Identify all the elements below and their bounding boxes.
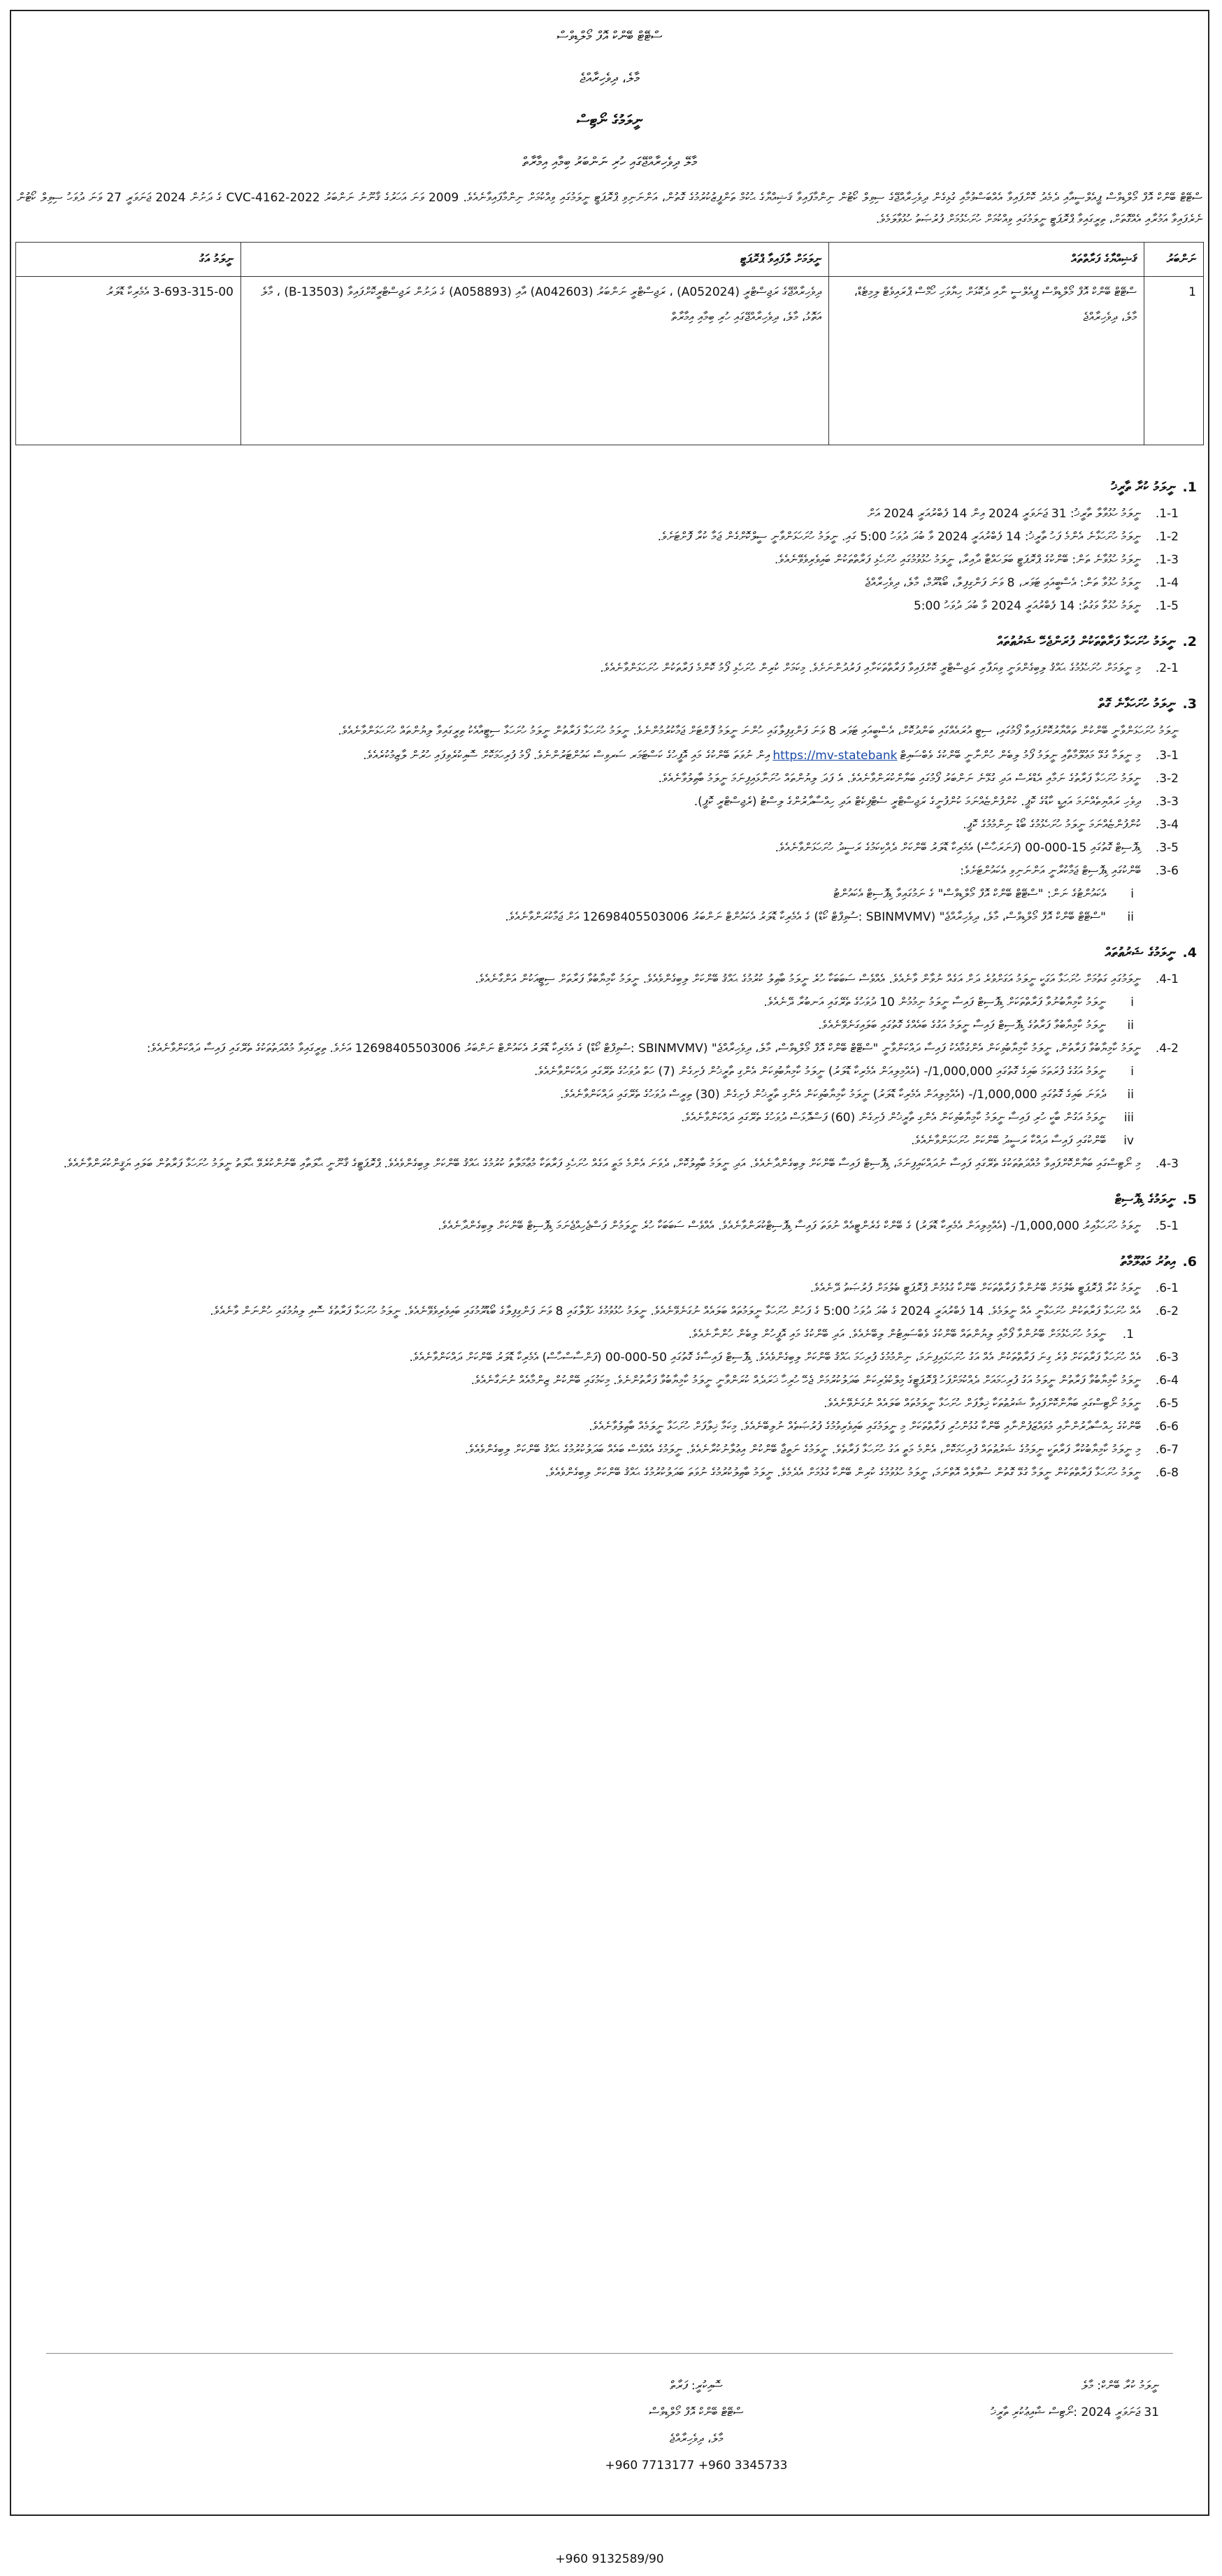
list-item (22, 861, 1197, 882)
item-number: 6-8. (1155, 1466, 1179, 1480)
section-number: 4. (1182, 945, 1197, 960)
list-item (22, 527, 1197, 547)
list-item (22, 815, 1197, 835)
item-number: 6-7. (1155, 1443, 1179, 1457)
section-heading (22, 628, 1197, 656)
list-item (22, 550, 1197, 570)
footer-date-line: 31 ޖަނަވަރީ 2024 :ނޯޓިސް ޝާއިޢުކުރި ތާރީޚު (991, 2405, 1159, 2419)
sub-item-text: ނީލަމު ކާމިޔާބުނުވާ ފަރާތްތަކަށް ޑިޕޮސިޓް ފައިސާ ނީލަމު ނިމުމުން 10 ދުވަހުގެ ތެރޭގައި އަނބުރާ ދޭނެއެވެ. (763, 995, 1106, 1009)
item-text: ނީލަމު ހުށަހަޅާއިރު 1,000,000/- (އެއްމިލިއަން އެމެރިކާ ޑޮލަރު) ގެ ބޭންކް ގެރެންޓީއެއް ނުވަތަ ފައިސާ ޑިޕޮސިޓްކުރަންވާނެއެވެ. އެއްވެސް ސަބަބަކާ ހުރެ ނީލަމުން ފަސްޖެހިއްޖެނަމަ ޑިޕޮސިޓް ބޭންކަށް ލިބިގެންދާނެއެވެ. (438, 1219, 1141, 1233)
item-text: ކުންފުންޏެއްނަމަ ނީލަމު ހުށަހެޅުމުގެ ބޯޑު ނިންމުމުގެ ކޮޕީ. (963, 818, 1141, 832)
sub-item (22, 1131, 1197, 1151)
item-text: ނީލަމު ހުށަހަޅާ ފަރާތުގެ ނަމާއި އެޑްރެސް އަދި ގުޅޭނެ ނަންބަރު ފޯމުގައި ބަޔާންކުރަންވާނެއެވެ. އެ ފަދަ ލިޔުންތައް ހުށަނާޅައިފިނަމަ ނީލަމު ބާޠިލުވާނެއެވެ. (658, 772, 1141, 786)
table-header-row (16, 243, 1204, 277)
item-text: ނީލަމު ހުޅުވާ ތަން: އެސްބީއައި ޓަވަރ، 8 ވަނަ ފަންގިފިލާ، ބޯޑުރޫމް، މާލެ، ދިވެހިރާއްޖެ (865, 576, 1141, 590)
section-number: 5. (1182, 1192, 1197, 1207)
item-number: 3-5. (1155, 841, 1179, 855)
list-item (22, 769, 1197, 789)
sub-item-text: "ސްޓޭޓް ބޭންކް އޮފް މޯލްޑިވްސް، މާލެ، ދިވެހިރާއްޖެ" (SBINMVMV :ސުވިފްޓް ކޯޑް) ގެ އެމެރިކާ ޑޮލަރު އެކައުންޓް ނަންބަރު 12698405503006 އަށް ޖަމާކުރަންވާނެއެވެ. (505, 910, 1106, 924)
section-number: 3. (1182, 696, 1197, 712)
sub-item-number: i (1130, 887, 1134, 901)
item-text: ނީލަމު ހުޅުވާ ވަގުތު: 14 ފެބްރުއަރީ 2024 ވާ ބުދަ ދުވަހު 5:00 (913, 599, 1141, 613)
sub-item (22, 884, 1197, 905)
list-item (22, 1039, 1197, 1059)
sub-item-number: ii (1127, 1019, 1134, 1032)
document-page (10, 10, 1209, 2566)
item-text: ނީލަމުގައި ގަތުމަށް ހުށަހަޅާ އަގަކީ ނީލަމު އަގަށްވުރެ ދަށް އަގެއް ނުވާން ވާނެއެވެ. އެއްވެސް ސަބަބަކާ ހުރެ ނީލަމު ބާޠިލު ކުރުމުގެ ޙައްޤު ބޭންކަށް ލިބިގެންވެއެވެ. ނީލަމު ކާމިޔާބުވާ ފަރާތަށް ސިޓީއަކުން އަންގާނެއެވެ. (475, 972, 1141, 986)
cell-price: 3-693-315-00 އެމެރިކާ ޑޮލަރު (16, 277, 241, 445)
item-number: 4-3. (1155, 1157, 1179, 1171)
notice-sections (11, 445, 1208, 1483)
item-text: ބޭންކުގެ ހިއްސާދާރުންނާއި މުވައްޒަފުންނާއި ބޭންކާ ގުޅުންހުރި ފަރާތްތަކަށް މި ނީލަމުގައި ބައިވެރިވުމުގެ ފުރުޞަތެއް ނުލިބޭނެއެވެ. މިކަމާ ޚިލާފަށް ހުށަހަޅާ ނީލަމެއް ބާޠިލުވާނެއެވެ. (589, 1420, 1141, 1434)
list-item (22, 970, 1197, 990)
item-number: 1-3. (1155, 553, 1179, 567)
cell-property: ދިވެހިރާއްޖޭގެ ރަޖިސްޓްރީ (A052024) ، ރަޖިސްޓްރީ ނަންބަރު (A042603) އާއި (A058893) ގެ ދަށުން ރަޖިސްޓްރީކޮށްފައިވާ (B-13503) ، މާލެ އަތޮޅު، މާލެ، ދިވެހިރާއްޖޭގައި ހުރި ބިމާއި އިމާރާތް (241, 277, 829, 445)
sub-item-number: i (1130, 995, 1134, 1009)
section-heading (22, 1248, 1197, 1276)
item-text: ނީލަމު ހުޅުވާނެ ތަން: ބޭންކުގެ ޕްރޮޕަޓީ ބަލަހައްޓާ ދާއިރާ، ނީލަމު ހުޅުވުމުގައި ހުށަހެޅި ފަރާތްތަކުން ބައިވެރިވެވޭނެއެވެ. (774, 553, 1141, 567)
footer-divider (46, 2353, 1173, 2354)
list-item (22, 1394, 1197, 1414)
item-number: 6-2. (1155, 1304, 1179, 1318)
item-number: 4-1. (1155, 972, 1179, 986)
item-text: ނީލަމު ކާމިޔާބުވާ ފަރާތުން ނީލަމު އަގު ފުރިހަމައަށް ދެއްކުމަށްފަހު ޕްރޮޕަޓީގެ މިލްކުވެރިކަން ބަދަލުކުރުމަށް ޖެހޭ ހުރިހާ ޚަރަދެއް ކުރަންވާނީ ނީލަމު ކާމިޔާބުވާ ފަރާތުންނެވެ. މިކަމުގައި ބޭންކުން ޒިންމާއެއް ނުނަގާނެއެވެ. (470, 1374, 1141, 1388)
list-item (22, 504, 1197, 524)
item-text: ނީލަމު ހުށަހަޅާ ފަރާތްތަކުން ނީލަމާ ގުޅޭ ގޮތުން ސުވާލެއް އޮތްނަމަ، ނީލަމު ހުޅުވުމުގެ ކުރިން ބޭންކާ ގުޅުމަށް އެދެމެވެ. ނީލަމު ބާޠިލުކުރުމުގެ ނުވަތަ ބަދަލުކުރުމުގެ ޙައްޤު ބޭންކަށް ލިބިގެންވެއެވެ. (545, 1466, 1141, 1480)
item-text: ނީލަމު ކާމިޔާބުވާ ފަރާތުން، ނީލަމު ކާމިޔާބުވިކަން އެންގުމާއެކު ފައިސާ ދައްކަންވާނީ "ސްޓޭޓް ބޭންކް އޮފް މޯލްޑިވްސް، މާލެ، ދިވެހިރާއްޖެ" (SBINMVMV :ސުވިފްޓް ކޯޑް) ގެ އެމެރިކާ ޑޮލަރު އެކައުންޓް ނަންބަރު 12698405503006 އަށެވެ. ތިރީގައިވާ މުއްދަތުތަކުގެ ތެރޭގައި ފައިސާ ދައްކަންވާނެއެވެ: (146, 1042, 1141, 1056)
list-item (22, 1371, 1197, 1391)
column-header-price: ނީލަމު އަގު (16, 243, 241, 277)
item-text-after-link: އިން ނުވަތަ ބޭންކުގެ މައި އޮފީހުގެ ކަސްޓަމަރ ސަރވިސް ކައުންޓަރުންނެވެ. ފޯމު ފުރިހަމަކޮށް ސޮއިކުރެވިފައި ހުރުން ލާޒިމުކުރެއެވެ. (363, 749, 770, 763)
sub-item (22, 1108, 1197, 1128)
sub-item-text: ނީލަމު އަގުން ބާކީ ހުރި ފައިސާ ނީލަމު ކާމިޔާބުވިކަން އެންގި ތާރީޚުން ފެށިގެން (60) ފަސްދޮޅަސް ދުވަހުގެ ތެރޭގައި ދައްކަންވާނެއެވެ. (681, 1111, 1106, 1125)
item-text: ނީލަމު ނޯޓިސްގައި ބަޔާންކޮށްފައިވާ ޝަރުޠުތަކާ ޚިލާފަށް ހުށަހަޅާ ނީލަމުތައް ބަލައެއް ނުގަނެވޭނެއެވެ. (824, 1397, 1141, 1411)
sub-item-text: އެކައުންޓުގެ ނަން: "ސްޓޭޓް ބޭންކް އޮފް މޯލްޑިވްސް" ގެ ނަމުގައިވާ ޑިޕޮސިޓް އެކައުންޓު (833, 887, 1106, 901)
section-heading (22, 473, 1197, 501)
footer-bank-name: ސްޓޭޓް ބޭންކް އޮފް މޯލްޑިވްސް (649, 2405, 744, 2419)
list-item (22, 573, 1197, 593)
section-heading (22, 1186, 1197, 1214)
intro-paragraph: ސްޓޭޓް ބޭންކް އޮފް މޯލްޑިވްސް ޕީއެލްސީއާއި ދެމެދު ކޮށްފައިވާ އެއްބަސްވުމާއި ގުޅިގެން ދިވެހިރާއްޖޭގެ ސިވިލް ކޯޓުން ނިންމާފައިވާ ޤަޟިއްޔާގެ ޙުކުމް ތަންފީޒުކުރުމުގެ ގޮތުން، އަންނަނިވި ޕްރޮޕަޓީ ނީލަމުގައި ވިއްކުމަށް ނިންމާފައިވާނެއެވެ. 2009 ވަނަ އަހަރުގެ ޤާނޫނު ނަންބަރު 2022-CVC-4162 ގެ ދަށުން 2024 ޖަނަވަރީ 27 ވަނަ ދުވަހު ސިވިލް ކޯޓުން ނެރެފައިވާ އަމުރާއި އެއްގޮތަށް، ތިރީގައިވާ ޕްރޮޕަޓީ ނީލަމުގައި ވިއްކުމަށް ހުށަހެޅުމަށް ފުރުޞަތު ހުޅުވާލަމެވެ. (17, 191, 1202, 226)
item-text: މި ނޯޓިސްގައި ބަޔާންކޮށްފައިވާ މުއްދަތުތަކުގެ ތެރޭގައި ފައިސާ ނުދައްކައިފިނަމަ، ޑިޕޮސިޓް ފައިސާ ބޭންކަށް ލިބިގެންދާނެއެވެ. އަދި ނީލަމު ބާޠިލުކޮށް، ދެވަނަ އެންމެ މަތީ އަގެއް ހުށަހެޅި ފަރާތަކާ މުޢާމަލާތު ކުރުމުގެ ޙައްޤު ބޭންކަށް ލިބިގެންވެއެވެ. ޕްރޮޕަޓީގެ ޤާނޫނީ ޙާލަތާއި ބޭނުންކުރެވޭ ޙާލަތު ނީލަމު ހުށަހަޅާ ފަރާތުން ބަލައި ޔަޤީންކުރަންވާނެއެވެ. (63, 1157, 1141, 1171)
sub-item-text: ނީލަމު ހުށަހެޅުމަށް ބޭނުންވާ ފޯމާއި ލިޔުންތައް ބޭންކުގެ ވެބްސައިޓުން ލިބޭނެއެވެ. އަދި ބޭންކުގެ މައި އޮފީހުން ލިބެން ހުންނާނެއެވެ. (688, 1327, 1106, 1341)
item-text: ނީލަމު ހުށަހަޅާނެ އެންމެ ފަހު ތާރީޚު: 14 ފެބްރުއަރީ 2024 ވާ ބުދަ ދުވަހު 5:00 ގައި. ނީލަމު ހުށަހަޅަންވާނީ ސީލްކޮށްގެން ޖަމާ ކުރާ ފޮށްޓަށެވެ. (657, 530, 1141, 544)
item-text (22, 746, 1141, 766)
list-item (22, 596, 1197, 617)
item-number: 3-6. (1155, 864, 1179, 878)
bank-name: ސްޓޭޓް ބޭންކް އޮފް މޯލްޑިވްސް (556, 29, 663, 44)
item-number: 6-6. (1155, 1420, 1179, 1434)
sub-item (22, 1085, 1197, 1105)
notice-subtitle: މާލޭ ދިވެހިރާއްޖޭގައި ހުރި ނަންބަރު ބިމާއި އިމާރާތް (522, 154, 697, 170)
sub-item (22, 1325, 1197, 1345)
item-number: 4-2. (1155, 1042, 1179, 1056)
item-number: 5-1. (1155, 1219, 1179, 1233)
item-text: މި ނީލަމަށް ހުށަހެޅުމުގެ ޙައްޤު ލިބިގެންވަނީ ވިޔަފާރި ރަޖިސްޓްރީ ކޮށްފައިވާ ފަރާތްތަކަށާއި ފަރުދުންނަށެވެ. މިކަމަށް ކުރިން ހުށަހެޅި ފޯމު ކޮންމެ ފަރާތަކުން ހުށަހަޅަންވާނެއެވެ. (600, 661, 1141, 675)
footer-bank-location: މާލެ، ދިވެހިރާއްޖެ (669, 2432, 724, 2446)
notice-header (11, 11, 1208, 183)
section-paragraph: ނީލަމު ހުށަހަޅަންވާނީ ބޭންކުން ތައްޔާރުކޮށްފައިވާ ފޯމުގައި، ސިޓީ އުރައެއްގައި ބަންދުކޮށް، އެސްބީއައި ޓަވަރ 8 ވަނަ ފަންގިފިލާގައި ހުންނަ ނީލަމު ފޮށްޓަށް ޖަމާކުރުމުންނެވެ. ނީލަމު ހުށަހަޅާ ފަރާތުން ނީލަމު ހުށަހަޅާ ސިޓީއާއެކު ތިރީގައިވާ ލިޔުންތައް ހުށަހަޅަންވާނެއެވެ. (338, 724, 1179, 738)
section-heading (22, 690, 1197, 718)
item-text: ޑިޕޮސިޓް ގޮތުގައި 15-000-00 (ފަނަރަހާސް) އެމެރިކާ ޑޮލަރު ބޭންކަށް ދެއްކިކަމުގެ ރަސީދު ހުށަހަޅަންވާނެއެވެ. (775, 841, 1141, 855)
sub-item-number: iv (1123, 1134, 1134, 1148)
list-item (22, 659, 1197, 679)
sub-item (22, 907, 1197, 928)
cell-parties: ސްޓޭޓް ބޭންކް އޮފް މޯލްޑިވްސް ޕީއެލްސީ ނާއި ދެކޮޅަށް ހިޔާވަހި ހޯމްސް ޕްރައިވެޓް ލިމިޓެޑް، މާލެ، ދިވެހިރާއްޖެ (829, 277, 1144, 445)
item-number: 3-3. (1155, 795, 1179, 809)
list-item (22, 746, 1197, 766)
table-row (16, 277, 1204, 445)
list-item (22, 1463, 1197, 1483)
list-item (22, 792, 1197, 812)
section-number: 1. (1182, 480, 1197, 495)
sub-item (22, 1062, 1197, 1082)
item-number: 1-4. (1155, 576, 1179, 590)
column-header-property: ނީލަމަށް ލާފައިވާ ޕްރޮޕަޓީ (241, 243, 829, 277)
column-header-number: ނަންބަރު (1144, 243, 1204, 277)
cell-number: 1 (1144, 277, 1204, 445)
sub-item-number: iii (1123, 1111, 1134, 1125)
footer-phone-line: +960 9132589/90 (555, 2552, 664, 2566)
footer-signed-by: ސޮއިކުރީ: ފަރާތް (670, 2379, 723, 2393)
sub-item (22, 993, 1197, 1013)
list-item (22, 838, 1197, 858)
footer-signature-block (549, 2373, 843, 2479)
item-text: މި ނީލަމު ކާމިޔާބުކުރާ ފަރާތަކީ ނީލަމުގެ ޝަރުޠުތައް ފުރިހަމަކޮށް، އެންމެ މަތީ އަގު ހުށަހަޅާ ފަރާތެވެ. ނީލަމުގެ ނަތީޖާ ބޭންކުން އިޢުލާނުކުރާނެއެވެ. ނީލަމުގެ އެއްވެސް ބައެއް ބަދަލުކުރުމުގެ ޙައްޤު ބޭންކަށް ލިބިގެންވެއެވެ. (464, 1443, 1141, 1457)
section-title: ނީލަމު ހުށަހަޅާ ފަރާތްތަކުން ފުރަންޖެހޭ ޝަރުޠުތައް (996, 634, 1176, 649)
sub-item-number: ii (1127, 910, 1134, 924)
list-item (22, 1154, 1197, 1174)
item-number: 1-2. (1155, 530, 1179, 544)
footer-issuer-line: ނީލަމު ކުރާ ބޭންކް: މާލެ (1081, 2379, 1159, 2393)
section-number: 2. (1182, 634, 1197, 649)
section-number: 6. (1182, 1254, 1197, 1269)
section-title: ނީލަމުގެ ޝަރުޠުތައް (1105, 945, 1176, 960)
item-number: 3-1. (1155, 749, 1179, 763)
list-item (22, 1440, 1197, 1460)
section-title: ނީލަމު ކުރާ ތާރީޚު (1111, 480, 1176, 495)
item-number: 6-5. (1155, 1397, 1179, 1411)
sub-item-text: ނީލަމު ކާމިޔާބުވާ ފަރާތުގެ ޑިޕޮސިޓް ފައިސާ ނީލަމު އަގުގެ ބައެއްގެ ގޮތުގައި ބަލައިގަނެވޭނެއެވެ. (818, 1019, 1106, 1032)
sub-item-number: 1. (1122, 1327, 1134, 1341)
item-number: 1-1. (1155, 507, 1179, 521)
item-number: 6-4. (1155, 1374, 1179, 1388)
item-number: 2-1. (1155, 661, 1179, 675)
footer-date-block (838, 2373, 1159, 2426)
footer-phones (11, 2509, 1208, 2576)
item-number: 3-2. (1155, 772, 1179, 786)
item-text-before-link: މި ނީލަމާ ގުޅޭ މަޢުލޫމާތާއި ނީލަމު ފޯމު ލިބެން ހުންނާނީ ބޭންކުގެ ވެބްސައިޓް (900, 749, 1141, 763)
sub-item-text: ދެވަނަ ބައިގެ ގޮތުގައި 1,000,000/- (އެއްމިލިއަން އެމެރިކާ ޑޮލަރު) ނީލަމު ކާމިޔާބުވިކަން އެންގި ތާރީޚުން ފެށިގެން (30) ތިރީސް ދުވަހުގެ ތެރޭގައި ދައްކަންވާނެއެވެ. (559, 1088, 1106, 1102)
item-text: ނީލަމު ކުރާ ޕްރޮޕަޓީ ބެލުމަށް ބޭނުންވާ ފަރާތްތަކަށް ބޭންކާ ގުޅުމުން ޕްރޮޕަޓީ ބެލުމަށް ފުރުޞަތު ދޭނެއެވެ. (810, 1281, 1141, 1295)
bank-location: މާލެ، ދިވެހިރާއްޖެ (580, 71, 640, 86)
item-number: 1-5. (1155, 599, 1179, 613)
sub-item-number: ii (1127, 1088, 1134, 1102)
item-text: ބޭންކުގައި ޑިޕޮސިޓް ޖަމާކުރާނީ އަންނަނިވި އެކައުންޓަށެވެ: (960, 864, 1141, 878)
item-number: 3-4. (1155, 818, 1179, 832)
item-number: 6-3. (1155, 1351, 1179, 1365)
section-heading (22, 939, 1197, 967)
website-link[interactable]: https://mv-statebank (772, 749, 898, 763)
item-text: ދިވެހި ރައްޔިތެއްނަމަ އައިޑީ ކާޑުގެ ކޮޕީ. ކުންފުންޏެއްނަމަ ކުންފުނީގެ ރަޖިސްޓްރީ ސެޓްފިކެޓް އަދި ހިއްސާދާރުންގެ ލިސްޓު (ރެޖިސްޓްރީ ކޮޕީ). (693, 795, 1141, 809)
list-item (22, 1279, 1197, 1299)
section-title: ނީލަމު ހުށަހަޅާނެ ގޮތް (1098, 696, 1176, 712)
item-number: 6-1. (1155, 1281, 1179, 1295)
footer-phone-line: +960 7713177 +960 3345733 (605, 2459, 788, 2473)
auction-table (15, 242, 1204, 445)
list-item (22, 1417, 1197, 1437)
item-text: ނީލަމު ހުޅުވާލާ ތާރީޚު: 31 ޖަނަވަރީ 2024 އިން 14 ފެބްރުއަރީ 2024 އަށް (867, 507, 1141, 521)
sub-item (22, 1016, 1197, 1036)
section-title: އިތުރު މަޢުލޫމާތު (1120, 1254, 1176, 1269)
notice-title: ނީލަމުގެ ނޯޓިސް (577, 112, 642, 129)
sub-item-text: ބޭންކުގައި ފައިސާ ދައްކާ ރަސީދު ބޭންކަށް ހުށަހަޅަންވާނެއެވެ. (911, 1134, 1106, 1148)
list-item (22, 1348, 1197, 1368)
list-item (22, 1216, 1197, 1237)
item-text: އެއް ހުށަހަޅާ ފަރާތަކަށް ވުރެ ގިނަ ފަރާތްތަކުން އެއް އަގު ހުށަހަޅައިފިނަމަ، ނިންމުމުގެ ފުރިހަމަ ޙައްޤު ބޭންކަށް ލިބިގެންވެއެވެ. ޑިޕޮސިޓް ފައިސާގެ ގޮތުގައި 50-000-00 (ފަންސާސްހާސް) އެމެރިކާ ޑޮލަރު ބޭންކަށް ދައްކަންވާނެއެވެ. (409, 1351, 1141, 1365)
list-item (22, 1302, 1197, 1322)
column-header-parties: ޤަޟިއްޔާގެ ފަރާތްތައް (829, 243, 1144, 277)
section-title: ނީލަމުގެ ޑިޕޮސިޓް (1114, 1192, 1176, 1207)
sub-item-number: i (1130, 1065, 1134, 1079)
item-text: އެއް ހުށަހަޅާ ފަރާތަކުން ހުށަހަޅާނީ އެއް ނީލަމެވެ. 14 ފެބްރުއަރީ 2024 ގެ ބުދަ ދުވަހު 5:00 ގެ ފަހުން ހުށަހަޅާ ނީލަމުތައް ބަލައެއް ނުގަނެވޭނެއެވެ. ނީލަމު ހުޅުވުމުގެ ހަފްލާގައި 8 ވަނަ ފަންގިފިލާގެ ބޯޑުރޫމުގައި ބައިވެރިވެވޭނެއެވެ. ނީލަމު ހުށަހަޅާ ފަރާތުގެ ސޮއި ލިޔުމުގައި ހުންނަން ވާނެއެވެ. (210, 1304, 1141, 1318)
sub-item-text: ނީލަމު އަގުގެ ފުރަތަމަ ބައިގެ ގޮތުގައި 1,000,000/- (އެއްމިލިއަން އެމެރިކާ ޑޮލަރު) ނީލަމު ކާމިޔާބުވިކަން އެންގި ތާރީޚުން ފެށިގެން (7) ހަތް ދުވަހުގެ ތެރޭގައި ދައްކަންވާނެއެވެ. (533, 1065, 1106, 1079)
